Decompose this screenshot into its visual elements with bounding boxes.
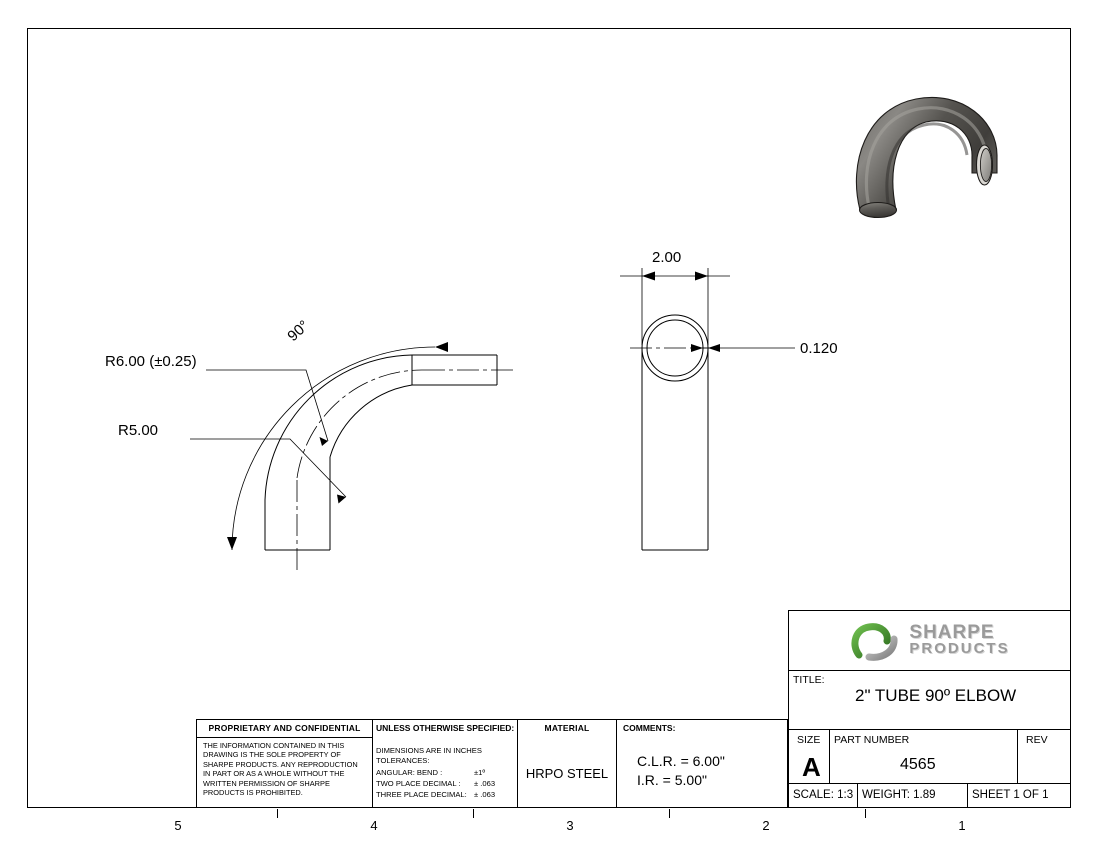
sharpe-logo-icon	[849, 621, 901, 661]
tb-divider	[789, 670, 1070, 671]
comment-clr: C.L.R. = 6.00"	[637, 753, 725, 769]
zone-label-3: 3	[566, 818, 574, 833]
notes-divider	[372, 720, 373, 807]
wall-arrow-right	[708, 344, 720, 352]
angle-arrow-end	[435, 342, 448, 352]
angle-dimension-text: 90°	[284, 317, 313, 345]
tolerance-two-place-value: ± .063	[474, 779, 496, 788]
tube-end-face-lower	[860, 203, 897, 218]
tb-divider	[857, 783, 858, 808]
zone-label-5: 5	[174, 818, 182, 833]
tolerances-note: TOLERANCES:	[376, 756, 430, 765]
weight-label: WEIGHT: 1.89	[862, 789, 936, 801]
tolerance-three-place-label: THREE PLACE DECIMAL:	[376, 790, 467, 799]
tolerance-angular-label: ANGULAR: BEND :	[376, 768, 443, 777]
comment-ir: I.R. = 5.00"	[637, 772, 707, 788]
zone-label-1: 1	[958, 818, 966, 833]
tb-divider	[789, 729, 1070, 730]
bend-profile-view	[105, 245, 540, 575]
radius-inner-text: R5.00	[118, 422, 159, 439]
angle-arrow-start	[227, 537, 237, 550]
tb-divider	[967, 783, 968, 808]
tb-divider	[829, 729, 830, 783]
wall-arrow-left	[691, 344, 703, 352]
radius-outer-text: R6.00 (±0.25)	[105, 353, 197, 370]
dimension-units-note: DIMENSIONS ARE IN INCHES	[376, 746, 482, 755]
diameter-dimension-text: 2.00	[652, 249, 682, 266]
tolerance-two-place-label: TWO PLACE DECIMAL :	[376, 779, 461, 788]
logo-line1: SHARPE	[909, 622, 995, 644]
material-value: HRPO STEEL	[525, 766, 609, 781]
tb-divider	[1017, 729, 1018, 783]
title-label: TITLE:	[793, 674, 825, 686]
end-view	[600, 250, 930, 570]
unless-header: UNLESS OTHERWISE SPECIFIED:	[376, 723, 515, 733]
company-logo	[789, 611, 1070, 670]
diameter-arrow-left	[642, 272, 655, 281]
r600-arrow	[320, 437, 329, 446]
part-number-value: 4565	[900, 756, 936, 773]
diameter-arrow-right	[695, 272, 708, 281]
zone-tick	[865, 809, 866, 818]
material-header: MATERIAL	[544, 723, 590, 733]
size-label: SIZE	[797, 734, 821, 746]
zone-tick	[473, 809, 474, 818]
tolerance-angular-value: ±1º	[474, 768, 486, 777]
zone-tick	[277, 809, 278, 818]
isometric-tube-view	[840, 85, 1030, 220]
notes-divider	[616, 720, 617, 807]
notes-block	[196, 719, 788, 808]
tube-end-face-right-bore	[980, 149, 991, 182]
notes-divider	[197, 737, 372, 738]
comments-header: COMMENTS:	[623, 723, 676, 733]
rev-label: REV	[1026, 734, 1048, 746]
logo-wordmark	[909, 624, 1009, 656]
tolerance-three-place-value: ± .063	[474, 790, 496, 799]
proprietary-body: THE INFORMATION CONTAINED IN THIS DRAWING IS THE SOLE PROPERTY OF SHARPE PRODUCTS. ANY REPRODUCTION IN PART OR AS A WHOLE WITHOUT THE WRITTEN PERMISSION OF SHARPE PRODUCTS IS PROHIBITED.	[203, 741, 358, 798]
wall-dimension-text: 0.120	[800, 340, 838, 357]
proprietary-header: PROPRIETARY AND CONFIDENTIAL	[208, 723, 361, 733]
zone-tick	[669, 809, 670, 818]
logo-line2: PRODUCTS	[909, 640, 1010, 658]
zone-label-4: 4	[370, 818, 378, 833]
size-value: A	[802, 752, 821, 782]
scale-label: SCALE: 1:3	[793, 789, 854, 801]
tube-body	[856, 97, 997, 210]
sheet-label: SHEET 1 OF 1	[972, 789, 1049, 801]
drawing-title: 2" TUBE 90º ELBOW	[855, 686, 1017, 705]
part-number-label: PART NUMBER	[834, 734, 910, 746]
zone-label-2: 2	[762, 818, 770, 833]
tb-divider	[789, 783, 1070, 784]
